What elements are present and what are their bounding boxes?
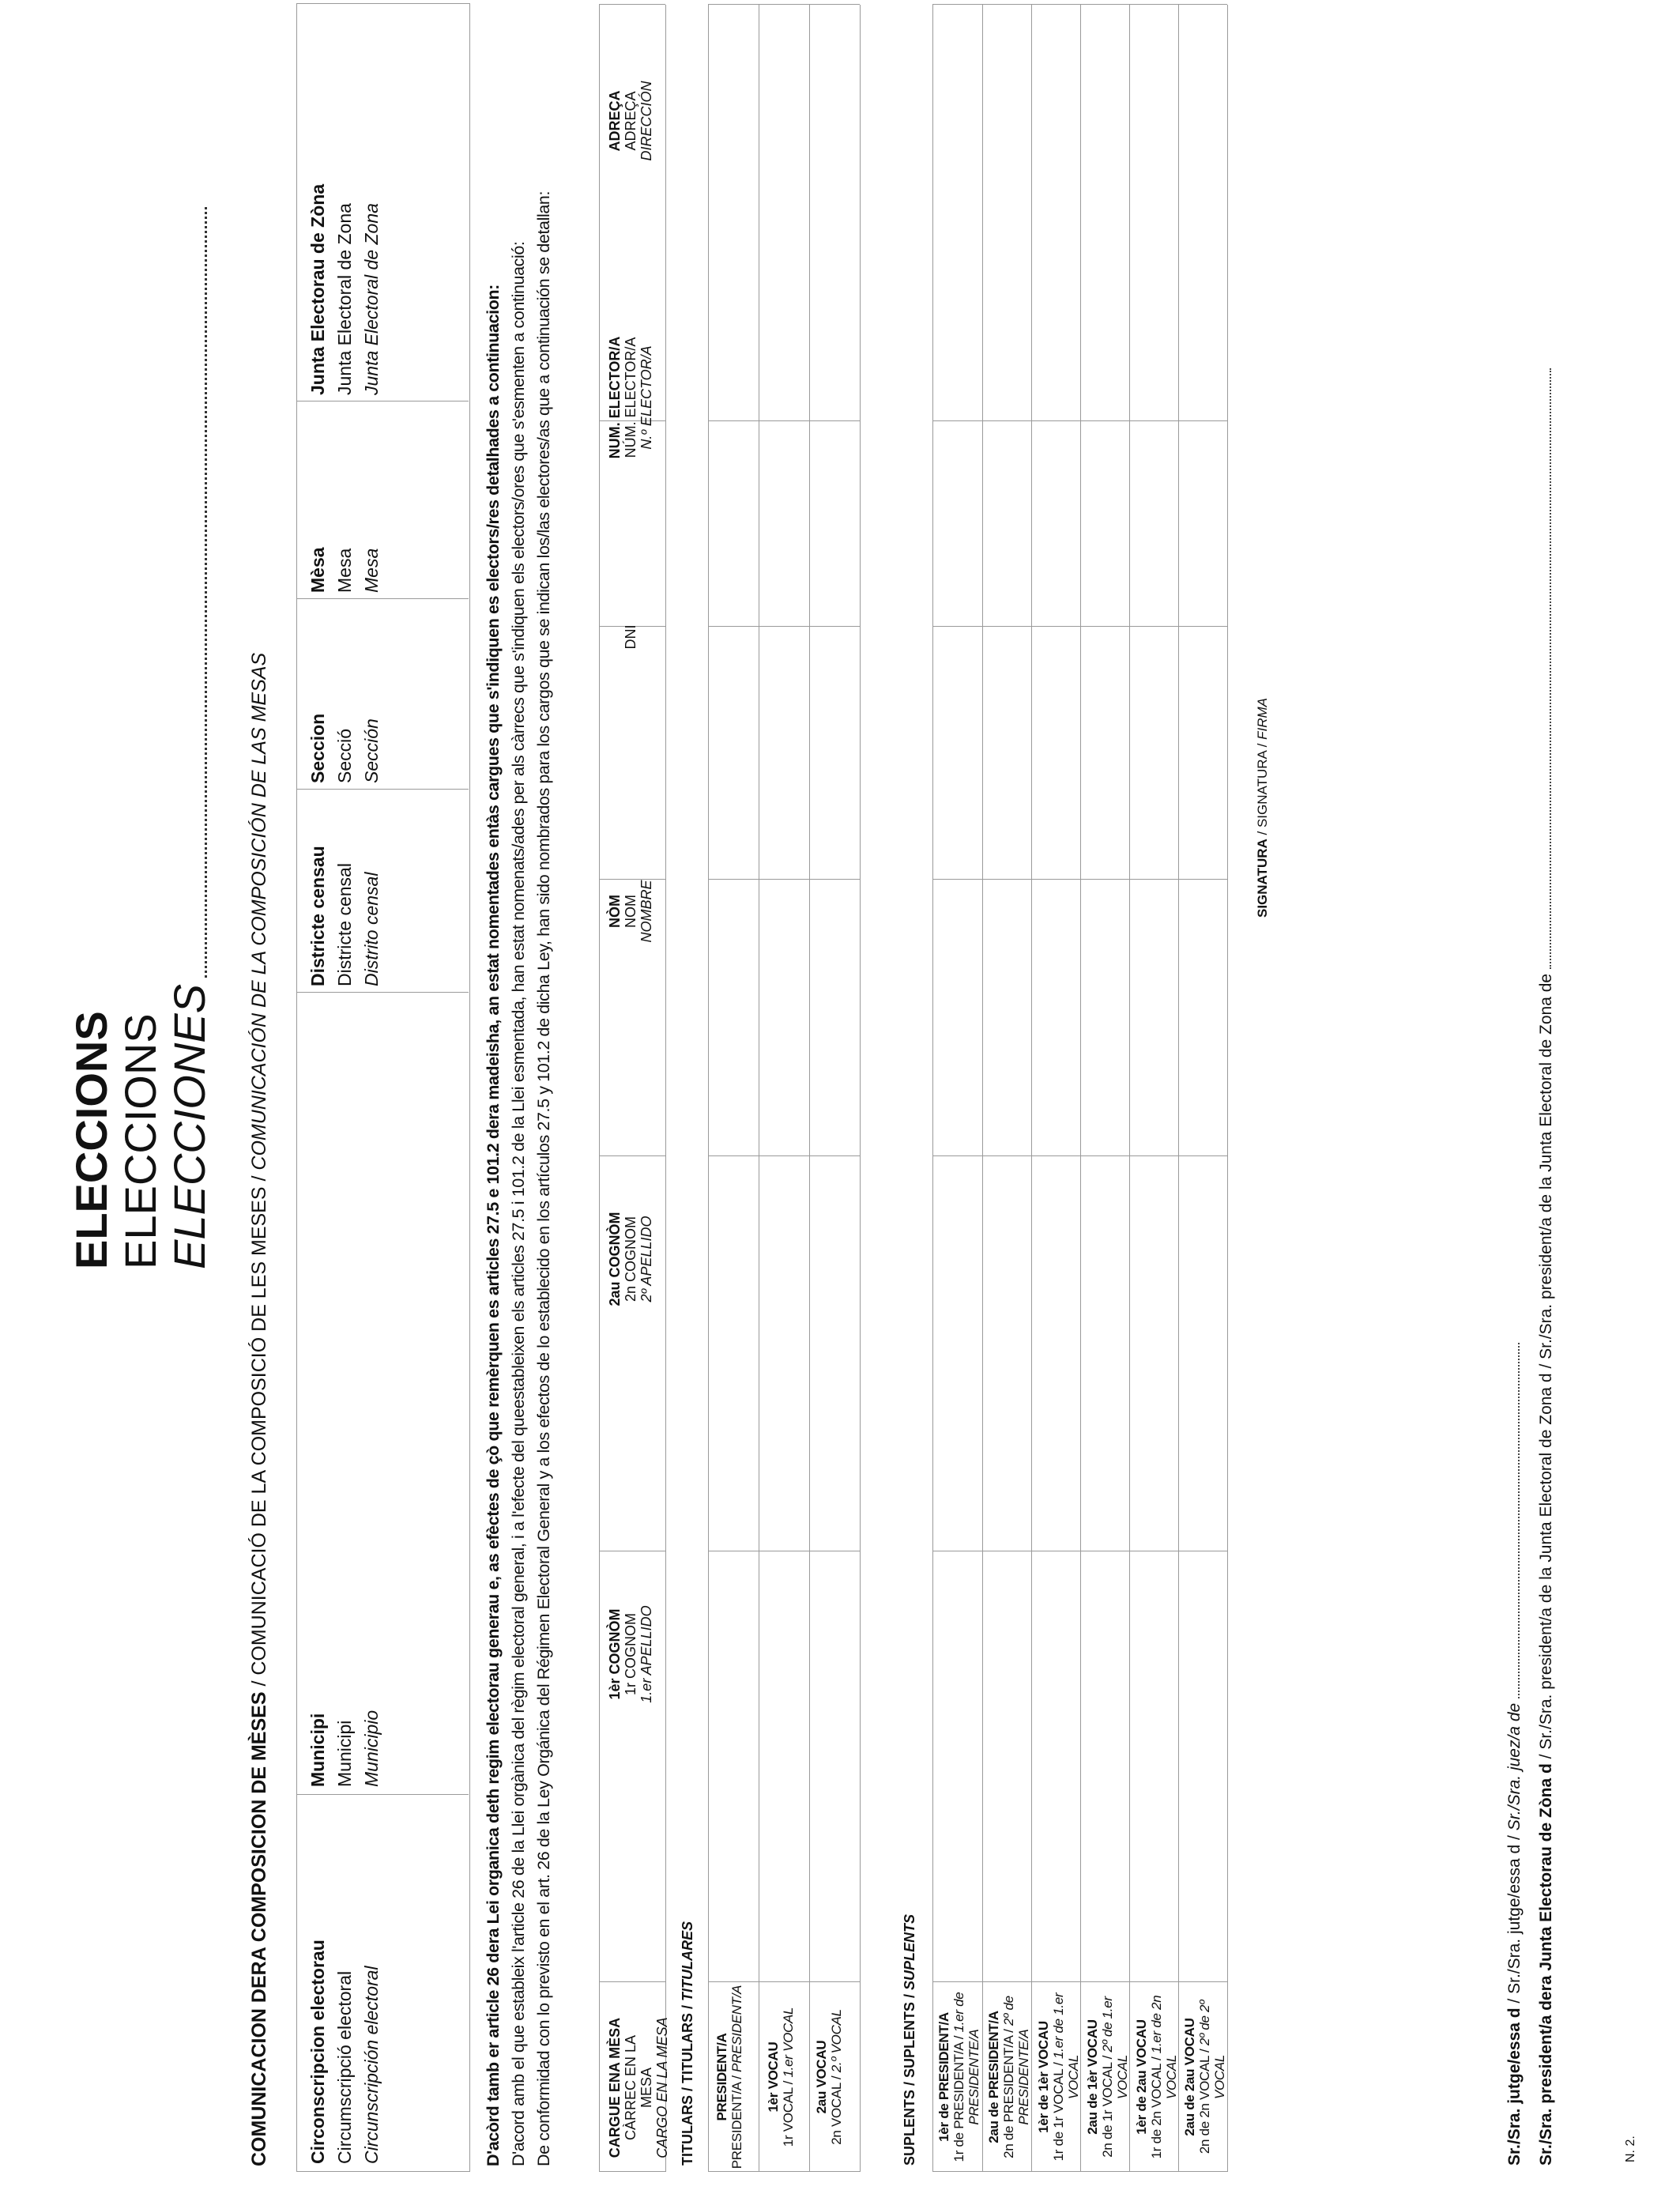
signature-bold: SIGNATURA <box>1255 839 1270 918</box>
suplent-row-line <box>1129 5 1130 2172</box>
field-mesa[interactable] <box>304 547 385 593</box>
judge-bold: Sr./Sra. jutge/essa d <box>1505 2007 1524 2166</box>
row-label-plain: 2n de 2n VOCAL / <box>1197 2045 1212 2154</box>
th-plain: DNI <box>623 624 638 650</box>
row-label-bold: 1èr VOCAU <box>766 2041 781 2113</box>
title-line-2: ELECCIONS <box>115 1013 165 1269</box>
th-italic: NOMBRE <box>638 880 654 943</box>
row-label-plain: PRESIDENT/A / <box>729 2071 744 2169</box>
table-top-line <box>599 5 600 2172</box>
th-plain: NOM <box>623 895 638 928</box>
box-divider-4 <box>296 598 469 599</box>
field-label-italic: Distrito censal <box>361 872 382 986</box>
titular-row-line <box>860 5 861 2172</box>
th-italic: CARGO EN LA MESA <box>654 2017 670 2158</box>
row-label-italic: 2º de 1.er VOCAL <box>1100 1996 1130 2100</box>
field-label-bold: Junta Electorau de Zòna <box>307 183 328 395</box>
field-label-plain: Circumscripció electoral <box>334 1970 355 2164</box>
suplent-row-line <box>982 5 983 2172</box>
th-plain: 2n COGNOM <box>623 1216 638 1302</box>
box-divider-1 <box>296 1794 469 1795</box>
paragraph-line-3: De conformidad con lo previsto en el art. 26 de la Ley Orgánica del Régimen Electoral General y a los efectos de lo establecido en los artículos 27.5 y 101.2 de dicha Ley, han sido nombrados para los cargos que se indican los/las electores/as que a continuación se detallan: <box>534 190 553 2166</box>
th-bold: NÒM <box>607 895 623 928</box>
title-line-3: ELECCIONES <box>164 984 214 1269</box>
th-bold: ADREÇA <box>607 90 623 152</box>
titular-col-line <box>708 626 860 627</box>
th-nom <box>607 824 654 998</box>
field-label-bold: Mèsa <box>307 547 328 593</box>
form-heading <box>248 653 271 2166</box>
th-bold: NUM. ELECTOR/A <box>607 336 623 459</box>
titular-col-line <box>708 1155 860 1156</box>
row-label-italic: 1.er VOCAL <box>781 2007 796 2078</box>
suplent-row-line <box>1227 5 1228 2172</box>
th-bold: CARGUE ENA MÈSA <box>607 2017 623 2158</box>
th-italic: DIRECCIÓN <box>638 81 654 161</box>
titulars-label-plain: TITULARS / TITULARS / <box>680 2001 695 2166</box>
signature-label <box>1255 698 1271 918</box>
th-italic: 1.er APELLIDO <box>638 1605 654 1703</box>
footer-president-line <box>1537 368 1556 2166</box>
judge-name-field[interactable] <box>1518 1343 1520 1698</box>
field-label-italic: Municipio <box>361 1710 382 1787</box>
title-line-1: ELECCIONS <box>66 1011 116 1269</box>
header-col-line <box>599 2171 665 2172</box>
field-label-bold: Municipi <box>307 1713 328 1787</box>
th-cognom1 <box>607 1559 654 1749</box>
election-name-field[interactable] <box>205 207 207 978</box>
row-label-plain: 2n de PRESIDENT/A / <box>1001 2025 1016 2158</box>
row-label-italic: 2º de PRESIDENTE/A <box>1001 1996 1031 2125</box>
row-label-plain: 2n VOCAL / <box>829 2072 844 2145</box>
row-vocal-2 <box>814 1982 844 2172</box>
suplents-label <box>902 1914 918 2166</box>
titular-col-line <box>708 4 860 5</box>
row-suplent-3 <box>1036 1982 1081 2172</box>
heading-sep-1: / <box>248 1675 270 1692</box>
president-bold: Sr./Sra. president/a dera Junta Electorau de Zòna d <box>1537 1763 1555 2166</box>
row-label-bold: 1èr de 2au VOCAU <box>1134 2019 1149 2135</box>
field-label-plain: Junta Electoral de Zona <box>334 203 355 395</box>
title-block <box>66 207 214 1269</box>
row-label-plain: 1r de PRESIDENT/A / <box>951 2032 966 2162</box>
th-cargue <box>607 2015 670 2161</box>
titulars-label-italic: TITULARES <box>680 1921 695 2002</box>
suplents-label-plain: SUPLENTS / SUPLENTS / <box>902 1989 917 2166</box>
header-col-line <box>599 1981 665 1982</box>
heading-sep-2: / <box>248 1170 270 1187</box>
th-dni <box>623 582 638 692</box>
row-label-bold: 2au de 2au VOCAU <box>1182 2018 1197 2136</box>
field-label-bold: Seccion <box>307 713 328 783</box>
suplent-row-line <box>1031 5 1032 2172</box>
row-label-italic: 1.er de 2n VOCAL <box>1149 1995 1179 2100</box>
president-name-field[interactable] <box>1550 368 1551 969</box>
judge-italic: Sr./Sra. juez/a de <box>1505 1702 1524 1831</box>
row-label-italic: 1.er de 1.er VOCAL <box>1051 1992 1081 2100</box>
footer-judge-line <box>1505 1343 1524 2166</box>
field-label-bold: Districte censau <box>307 846 328 986</box>
row-label-italic: 1.er de PRESIDENTE/A <box>951 1992 981 2125</box>
box-divider-3 <box>296 789 469 790</box>
th-plain: ADREÇA <box>623 91 638 151</box>
heading-plain: COMUNICACIÓ DE LA COMPOSICIÓ DE LES MESES <box>248 1186 270 1676</box>
signature-italic: FIRMA <box>1255 697 1270 740</box>
th-bold: 1èr COGNÒM <box>607 1608 623 1700</box>
signature-plain: / SIGNATURA / <box>1255 739 1270 839</box>
row-suplent-5 <box>1134 1982 1179 2172</box>
row-vocal-1 <box>766 1982 796 2172</box>
row-label-italic: 2º de 2º VOCAL <box>1197 2000 1227 2100</box>
row-suplent-1 <box>936 1982 981 2172</box>
suplent-row-line <box>932 5 933 2172</box>
paragraph-line-2: D'acord amb el que estableix l'article 26 de la Llei orgànica del règim electoral general, i a l'efecte del queestableixen els articles 27.5 i 101.2 de la Llei esmentada, han estat nomenats/ades per als càrrecs que s'indiquen els electors/ores que s'esmenten a continuació: <box>509 241 528 2166</box>
header-col-line <box>599 1155 665 1156</box>
suplent-row-line <box>1178 5 1179 2172</box>
titular-row-line <box>809 5 810 2172</box>
field-junta[interactable] <box>304 184 385 395</box>
row-label-bold: 2au de 1èr VOCAU <box>1085 2019 1100 2135</box>
suplent-col-line <box>932 879 1227 880</box>
th-bold: 2au COGNÒM <box>607 1212 623 1306</box>
row-label-italic: PRESIDENT/A <box>729 1985 744 2072</box>
th-plain: NÚM. ELECTOR/A <box>623 337 638 458</box>
field-label-plain: Districte censal <box>334 863 355 986</box>
suplent-row-line <box>1080 5 1081 2172</box>
heading-italic: COMUNICACIÓN DE LA COMPOSICIÓN DE LAS MESAS <box>248 652 270 1171</box>
row-president <box>714 1982 744 2172</box>
heading-bold: COMUNICACION DERA COMPOSICION DE MÈSES <box>248 1691 270 2166</box>
row-label-bold: 1èr de PRESIDENT/A <box>936 2012 951 2142</box>
th-plain: 1r COGNOM <box>623 1613 638 1696</box>
th-adreca <box>607 34 654 208</box>
president-plain: / Sr./Sra. president/a de la Junta Electoral de Zona d / Sr./Sra. president/a de la Junta Electoral de Zona de <box>1537 973 1555 1764</box>
field-label-plain: Municipi <box>334 1720 355 1787</box>
field-municipi[interactable] <box>304 1710 385 1787</box>
field-label-italic: Circunscripción electoral <box>361 1966 382 2164</box>
suplent-col-line <box>932 420 1227 421</box>
field-label-italic: Mesa <box>361 548 382 593</box>
titulars-label <box>680 1921 696 2166</box>
field-label-bold: Circonscripcion electorau <box>307 1940 328 2164</box>
suplents-label-italic: SUPLENTS <box>902 1913 917 1990</box>
row-label-bold: 2au de PRESIDENT/A <box>986 2011 1001 2143</box>
header-bottom-line <box>665 5 666 2172</box>
row-suplent-6 <box>1182 1982 1227 2172</box>
field-label-italic: Sección <box>361 718 382 783</box>
field-label-plain: Mesa <box>334 548 355 593</box>
titular-row-line <box>708 5 709 2172</box>
row-label-plain: 1r VOCAL / <box>781 2077 796 2147</box>
suplent-col-line <box>932 626 1227 627</box>
field-label-italic: Junta Electoral de Zona <box>361 203 382 395</box>
suplent-col-line <box>932 1155 1227 1156</box>
row-label-italic: 2.º VOCAL <box>829 2009 844 2073</box>
th-plain: CÀRREC EN LA MESA <box>623 2034 654 2141</box>
field-circonscripcion[interactable] <box>304 1940 385 2164</box>
row-label-plain: 1r de 2n VOCAL / <box>1149 2053 1164 2159</box>
suplent-col-line <box>932 4 1227 5</box>
row-suplent-4 <box>1085 1982 1130 2172</box>
field-districte[interactable] <box>304 846 385 986</box>
th-num-elector <box>607 311 654 484</box>
header-col-line <box>599 4 665 5</box>
titular-col-line <box>708 420 860 421</box>
row-suplent-2 <box>986 1982 1031 2172</box>
row-label-plain: 2n de 1r VOCAL / <box>1100 2052 1115 2158</box>
form-code: N. 2. <box>1624 2136 1637 2162</box>
legal-paragraph <box>480 191 556 2166</box>
judge-plain: / Sr./Sra. jutge/essa d / <box>1505 1830 1524 2008</box>
box-divider-2 <box>296 992 469 993</box>
paragraph-line-1: D'acòrd tamb er article 26 dera Lei organica deth regim electorau generau e, as efèctes de çò que remèrquen es articles 27.5 e 101.2 dera madeisha, an estat nomentades entàs cargues que s'indiquen es electors/res detalhades a continuacion: <box>484 285 503 2166</box>
titular-col-line <box>708 879 860 880</box>
th-italic: N.º ELECTOR/A <box>638 345 654 450</box>
th-cognom2 <box>607 1164 654 1354</box>
row-label-plain: 1r de 1r VOCAL / <box>1051 2058 1066 2162</box>
field-label-plain: Secció <box>334 728 355 783</box>
field-seccion[interactable] <box>304 714 385 783</box>
th-italic: 2º APELLIDO <box>638 1216 654 1302</box>
row-label-bold: 1èr de 1èr VOCAU <box>1036 2021 1051 2133</box>
row-label-bold: PRESIDENT/A <box>714 2033 729 2121</box>
row-label-bold: 2au VOCAU <box>814 2040 829 2114</box>
